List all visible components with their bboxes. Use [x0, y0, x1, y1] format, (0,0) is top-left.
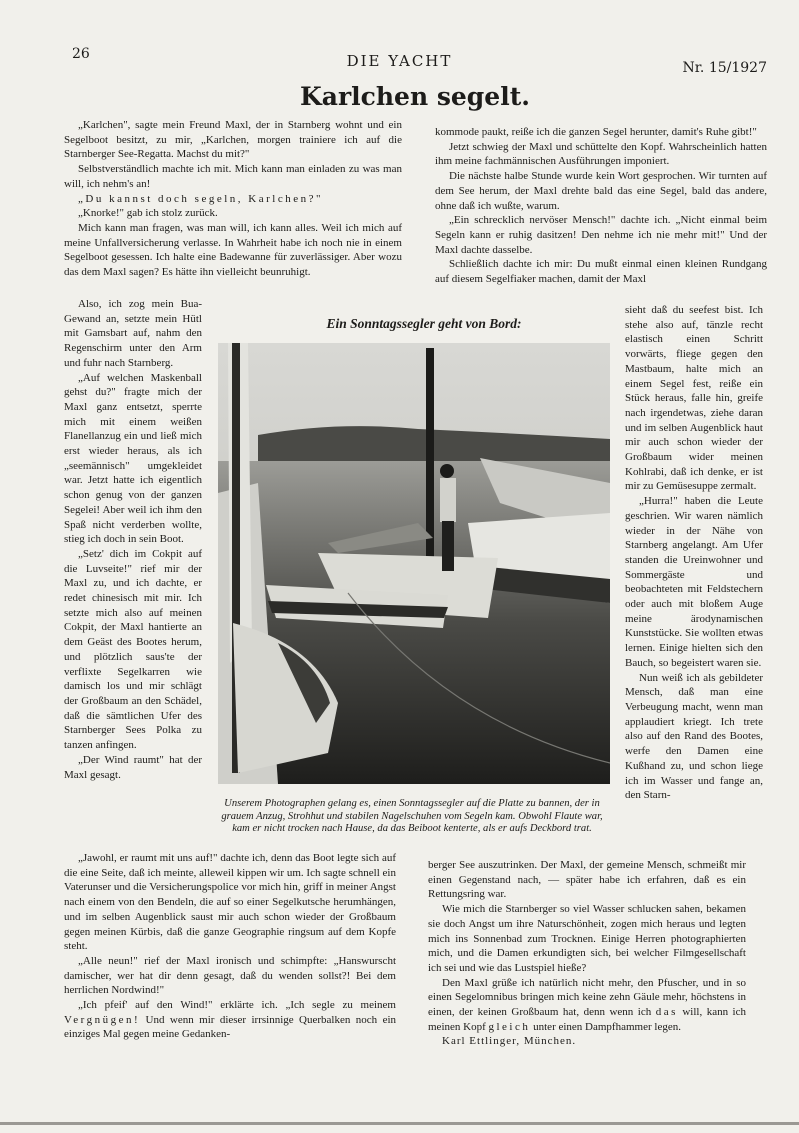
- text-run: Und wenn mir dieser irrsinnige Querbalken noch ein einziges Mal gegen meine Gedanken-: [64, 1013, 397, 1041]
- photo-caption: Unserem Photographen gelang es, einen Sonntagssegler auf die Platte zu bannen, der in grauem Anzug, Strohhut und stabilen Nagelschuhen vom Segeln kam. Obwohl Flaute war, kam er nicht trocken nach Hause, da das Beiboot kenterte, als er aufs Deckbord trat.: [221, 798, 603, 834]
- paragraph: Wie mich die Starnberger so viel Wasser schlucken sahen, bekamen sie doch Angst um ihre Naturschönheit, zogen mich heraus und legten mich ins Sonnenbad zum Trocknen. Einige Herren photographierten mich, und die Damen erkundigten sich, bei welcher Filmgesellschaft ich sei und wie das Lustspiel hieße?: [428, 903, 746, 974]
- paragraph: „Alle neun!" rief der Maxl ironisch und schimpfte: „Hanswurscht damischer, wer hat dir denn gesagt, daß du wenden sollst?! Bei dem herrlichen Nordwind!": [64, 954, 396, 997]
- paragraph: Nun weiß ich als gebildeter Mensch, daß man eine Verbeugung macht, wenn man applaudiert kriegt. Ich trete also auf den Rand des Bootes, werfe den Damen eine Kußhand zu, und schon liege ich im Wasser und fange an, den Starn-: [625, 671, 763, 802]
- text-run: Den Maxl grüße ich natürlich nicht mehr, den Pfuscher, und in so einen Segelomnibus bringen mich keine zehn Gäule mehr, höchstens in einen, der keinen Großbaum hat, denn wenn ich: [428, 976, 746, 1019]
- paragraph: Jetzt schwieg der Maxl und schüttelte den Kopf. Wahrscheinlich hatten ihm meine fachmännischen Ausführungen imponiert.: [435, 140, 767, 168]
- paragraph: „Der Wind raumt" hat der Maxl gesagt.: [64, 753, 202, 781]
- paragraph: Mich kann man fragen, was man will, ich kann alles. Weil ich mich auf meine Unfallversicherung verlasse. In Wahrheit habe ich noch nie in einem Segelboot gesessen. Ich halte eine Badewanne für zuverlässiger. Aber wozu das dem Maxl sagen? Es hätte ihn vielleicht beunruhigt.: [64, 221, 402, 279]
- paragraph: [428, 976, 746, 1035]
- column-right-narrow: [625, 303, 763, 803]
- paragraph: Selbstverständlich machte ich mit. Mich kann man einladen zu was man will, ich nehm's an!: [64, 163, 402, 190]
- paragraph: Also, ich zog mein Bua-Gewand an, setzte mein Hütl mit Gamsbart auf, nahm den Regenschirm unter den Arm und fuhr nach Starnberg.: [64, 298, 202, 369]
- issue-number: Nr. 15/1927: [682, 60, 767, 76]
- column-bottom-left: [64, 851, 396, 1042]
- sailboats-photograph: [218, 343, 610, 784]
- spaced-word: gleich: [488, 1020, 531, 1033]
- paragraph: „Auf welchen Maskenball gehst du?" fragte mich der Maxl ganz entsetzt, sperrte mich mit einem weißen Flanellanzug ein und ließ mich erst wieder heraus, als ich „seemännisch" umgekleidet war. Jetzt hatte ich eigentlich schon genug von der ganzen Segelei! Aber weil ich ihm den Spaß nicht verderben wollte, stieg ich doch in sein Boot.: [64, 371, 202, 546]
- magazine-title: DIE YACHT: [346, 52, 453, 70]
- photo-heading: Ein Sonntagssegler geht von Bord:: [326, 316, 522, 331]
- page-number: 26: [72, 46, 90, 62]
- text-run: „Ich pfeif' auf den Wind!" erklärte ich. „Ich segle zu meinem: [78, 999, 396, 1012]
- page-edge-rule: [0, 1122, 799, 1125]
- paragraph: kommode paukt, reiße ich die ganzen Segel herunter, damit's Ruhe gibt!": [435, 126, 757, 138]
- paragraph: Die nächste halbe Stunde wurde kein Wort gesprochen. Wir turnten auf dem See herum, der Maxl drehte bald das eine Segel, bald das andere, ohne daß ich wußte, warum.: [435, 170, 767, 212]
- column-bottom-right: [428, 858, 746, 1049]
- text-run: unter einen Dampfhammer legen.: [533, 1020, 681, 1033]
- column-left-narrow: [64, 297, 202, 782]
- paragraph: Schließlich dachte ich mir: Du mußt einmal einen kleinen Rundgang auf diesem Segelfiaker machen, damit der Maxl: [435, 258, 767, 286]
- paragraph: „Knorke!" gab ich stolz zurück.: [78, 207, 218, 220]
- paragraph: „Jawohl, er raumt mit uns auf!" dachte ich, denn das Boot legte sich auf die eine Seite, daß ich meinte, alleweil kippen wir um. Ich sagte schnell ein Vaterunser und die Versicherungspolice vor mich hin, griff in meiner Angst nach einem von den Bendeln, die auf so einer Segelkutsche herumhängen, und im selben Augenblick saust mir auch schon wieder der Großbaum gegen meinen Kürbis, daß die ganze Geographie ringsum auf dem Kopfe steht.: [64, 852, 396, 953]
- article-title: Karlchen segelt.: [300, 82, 530, 111]
- paragraph: sieht daß du seefest bist. Ich stehe also auf, tänzle recht elastisch einen Schritt vorwärts, fliege gegen den Mastbaum, halte mich an einem Segel fest, reiße ein Stück heraus, falle hin, greife nach irgendetwas, ziehe daran und im selben Augenblick haut mir auch schon wieder der Großbaum wider meinen Kohlrabi, daß ich denke, er ist mir zu Gemüsesuppe zermalt.: [625, 304, 763, 493]
- paragraph: „Karlchen", sagte mein Freund Maxl, der in Starnberg wohnt und ein Segelboot besitzt, zu mir, „Karlchen, morgen trainiere ich auf die Starnberger See-Regatta. Machst du mit?": [64, 119, 402, 161]
- paragraph: „Setz' dich im Cokpit auf die Luvseite!" rief mir der Maxl zu, und ich dachte, er redet chinesisch mit mir. Ich setzte mich also auf meinen Cokpit, der Maxl hantierte an dem Geäst des Bootes herum, und plötzlich saus'te der verflixte Segelkarren wie damisch los und mir schlägt der Großbaum an den Schädel, daß die sämtlichen Ufer des Starnberger Sees Polka zu tanzen anfingen.: [64, 547, 202, 752]
- text-run: will, kann ich meinen Kopf: [428, 1006, 746, 1033]
- paragraph: „Du kannst doch segeln, Karlchen?": [78, 192, 323, 205]
- column-right-top: [435, 125, 767, 287]
- paragraph: berger See auszutrinken. Der Maxl, der gemeine Mensch, schmeißt mir einen Gegenstand nach, — später habe ich erfahren, daß es ein Rettungsring war.: [428, 859, 746, 901]
- paragraph: „Ein schrecklich nervöser Mensch!" dachte ich. „Nicht einmal beim Segeln kann er ruhig dasitzen! Den nehme ich nie mehr mit!" Und der Maxl dachte dasselbe.: [435, 214, 767, 256]
- author-signature: Karl Ettlinger, München.: [442, 1035, 577, 1048]
- column-left-top: [64, 118, 402, 280]
- spaced-word: Vergnügen!: [64, 1013, 141, 1026]
- paragraph: „Hurra!" haben die Leute geschrien. Wir waren nämlich wieder in der Nähe von Starnberg angelangt. Am Ufer standen die Ureinwohner und Sommergäste und beobachteten mit Feldstechern oder auch mit bloßem Auge meine ärodynamischen Kunststücke. Sie wollten etwas lernen. Einige hielten sich den Bauch, so begeistert waren sie.: [625, 495, 763, 669]
- spaced-word: das: [655, 1006, 678, 1019]
- paragraph: [64, 998, 396, 1042]
